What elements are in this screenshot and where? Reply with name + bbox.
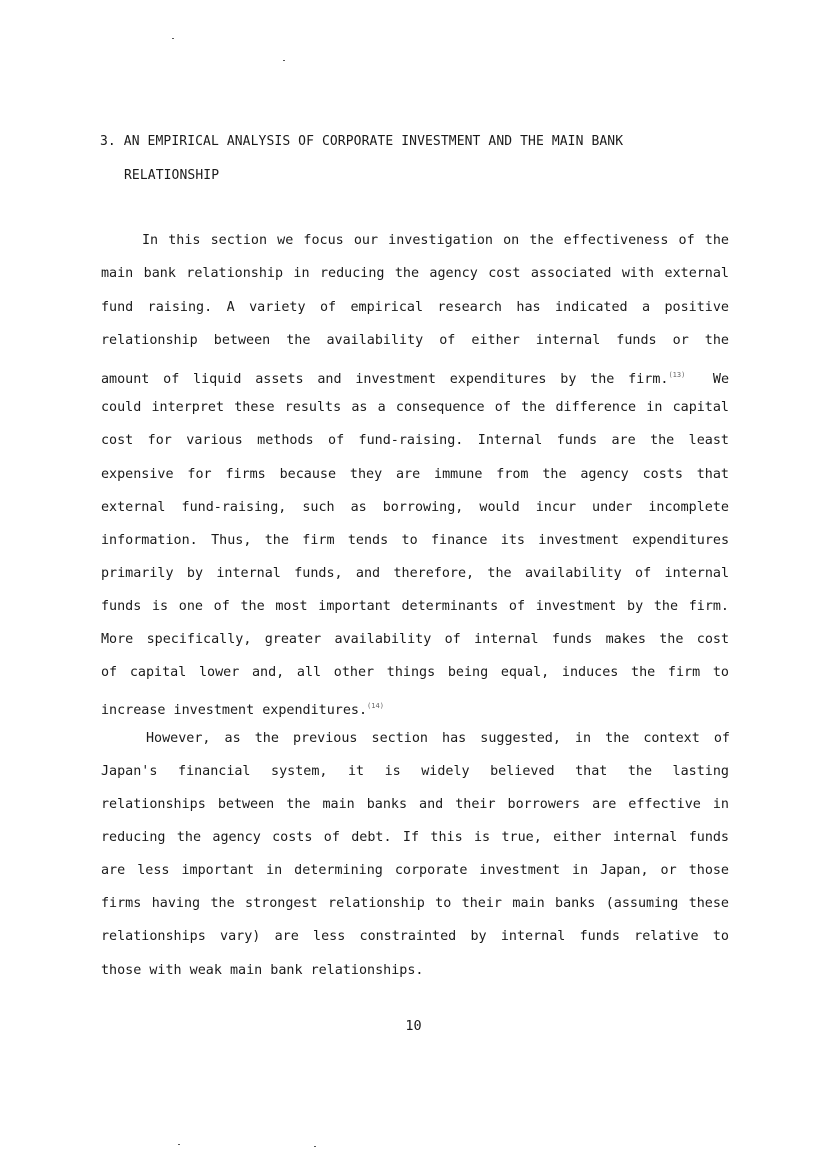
section-heading-line-2: RELATIONSHIP — [124, 168, 220, 183]
body-line: relationships between the main banks and their borrowers are effective in — [101, 797, 729, 812]
body-line: increase investment expenditures.$^{(14)}$ — [101, 702, 384, 718]
body-line: More specifically, greater availability of internal funds makes the cost — [101, 632, 729, 647]
body-line: relationships vary) are less constrainted by internal funds relative to — [101, 929, 729, 944]
scan-speck — [178, 1144, 180, 1145]
body-line: of capital lower and, all other things being equal, induces the firm to — [101, 665, 729, 680]
scan-speck — [314, 1146, 316, 1147]
body-line: firms having the strongest relationship to their main banks (assuming these — [101, 896, 729, 911]
body-line: relationship between the availability of either internal funds or the — [101, 333, 729, 348]
page-number: 10 — [405, 1018, 422, 1034]
body-line: could interpret these results as a consequence of the difference in capital — [101, 400, 729, 415]
body-line: Japan's financial system, it is widely believed that the lasting — [101, 764, 729, 779]
body-line: In this section we focus our investigation on the effectiveness of the — [142, 233, 729, 248]
body-line: primarily by internal funds, and therefore, the availability of internal — [101, 566, 729, 581]
scan-speck — [283, 60, 285, 61]
body-line: fund raising. A variety of empirical research has indicated a positive — [101, 300, 729, 315]
body-line: funds is one of the most important determinants of investment by the firm. — [101, 599, 729, 614]
section-heading-line-1: 3. AN EMPIRICAL ANALYSIS OF CORPORATE INVESTMENT AND THE MAIN BANK — [100, 134, 624, 149]
body-line: external fund-raising, such as borrowing, would incur under incomplete — [101, 500, 729, 515]
body-line: reducing the agency costs of debt. If this is true, either internal funds — [101, 830, 729, 845]
body-word-we: We — [712, 372, 730, 387]
body-line: are less important in determining corporate investment in Japan, or those — [101, 863, 729, 878]
body-line: those with weak main bank relationships. — [101, 963, 424, 978]
body-line: However, as the previous section has suggested, in the context of — [146, 731, 730, 746]
footnote-ref-13: (13) — [668, 371, 686, 379]
scan-speck — [172, 38, 174, 39]
body-line: information. Thus, the firm tends to finance its investment expenditures — [101, 533, 729, 548]
section-heading — [100, 125, 740, 193]
body-line: cost for various methods of fund-raising. Internal funds are the least — [101, 433, 729, 448]
footnote-ref-14: (14) — [367, 702, 384, 710]
body-line: amount of liquid assets and investment expenditures by the firm.$^{(13)}$ We — [101, 371, 730, 387]
body-line: expensive for firms because they are immune from the agency costs that — [101, 467, 729, 482]
body-line: main bank relationship in reducing the agency cost associated with external — [101, 266, 729, 281]
